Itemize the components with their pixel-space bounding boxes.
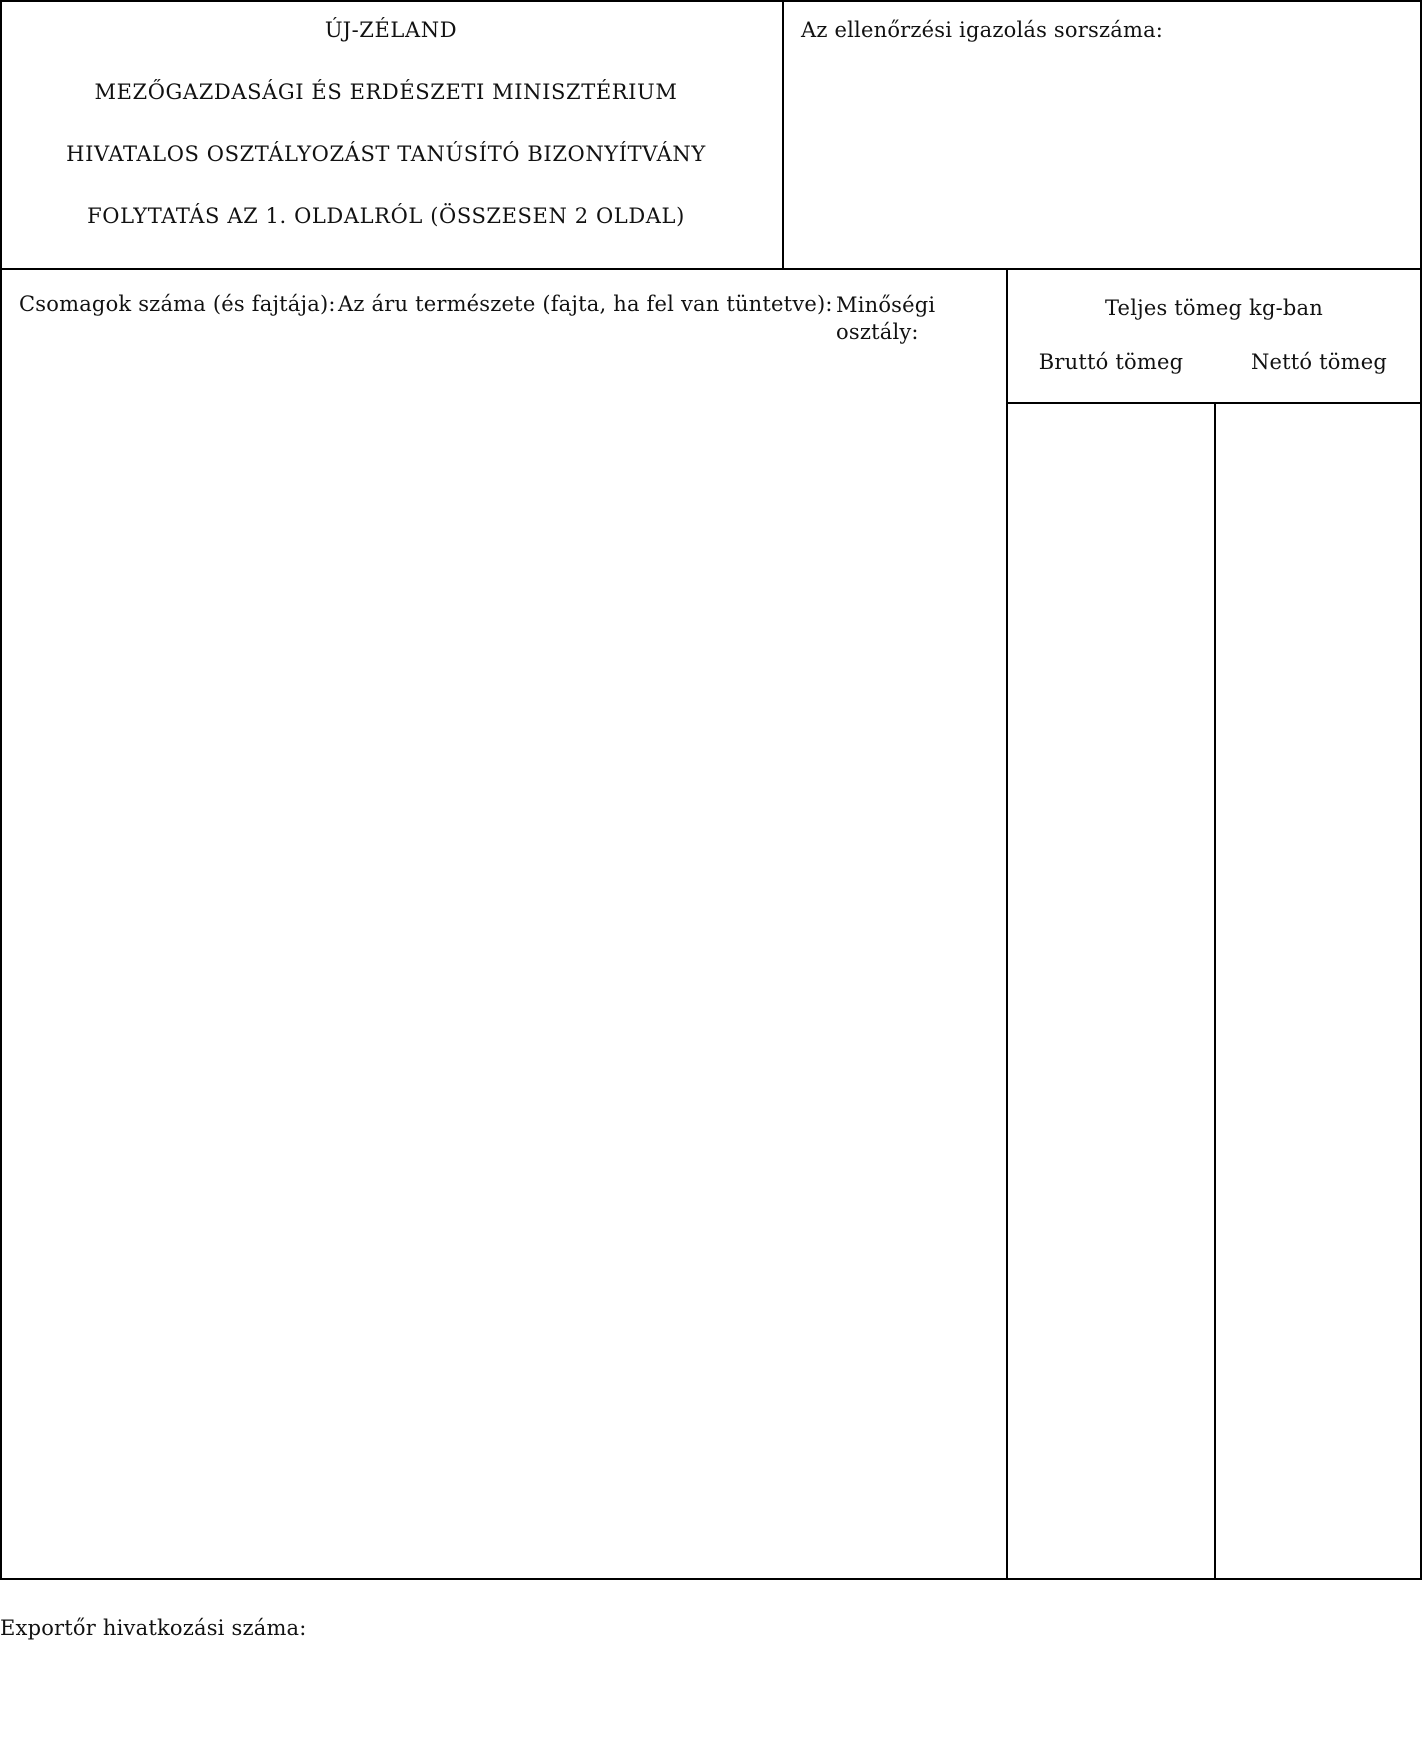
- gross-net-divider: [1214, 402, 1216, 1580]
- header-bottom-border: [0, 268, 1422, 270]
- header-divider: [782, 0, 784, 269]
- goods-label: Az áru természete (fajta, ha fel van tüntetve):: [338, 292, 833, 316]
- ministry-heading: MEZŐGAZDASÁGI ÉS ERDÉSZETI MINISZTÉRIUM: [94, 80, 678, 104]
- total-weight-label: Teljes tömeg kg-ban: [1104, 296, 1323, 320]
- form-left-border: [0, 0, 2, 1580]
- form-top-border: [0, 0, 1422, 2]
- continuation-note: FOLYTATÁS AZ 1. OLDALRÓL (ÖSSZESEN 2 OLDAL): [87, 204, 685, 228]
- net-weight-label: Nettó tömeg: [1250, 350, 1388, 374]
- exporter-reference-label: Exportőr hivatkozási száma:: [0, 1616, 307, 1640]
- country-heading: ÚJ-ZÉLAND: [324, 18, 458, 42]
- form-bottom-border: [0, 1578, 1422, 1580]
- grade-label-line2: osztály:: [836, 320, 919, 344]
- inspection-number-label: Az ellenőrzési igazolás sorszáma:: [801, 18, 1164, 42]
- grade-label-line1: Minőségi: [836, 293, 936, 317]
- certificate-title: HIVATALOS OSZTÁLYOZÁST TANÚSÍTÓ BIZONYÍTVÁNY: [66, 142, 706, 166]
- gross-weight-label: Bruttó tömeg: [1038, 350, 1184, 374]
- packages-label: Csomagok száma (és fajtája):: [19, 292, 336, 316]
- weight-column-divider: [1006, 268, 1008, 1580]
